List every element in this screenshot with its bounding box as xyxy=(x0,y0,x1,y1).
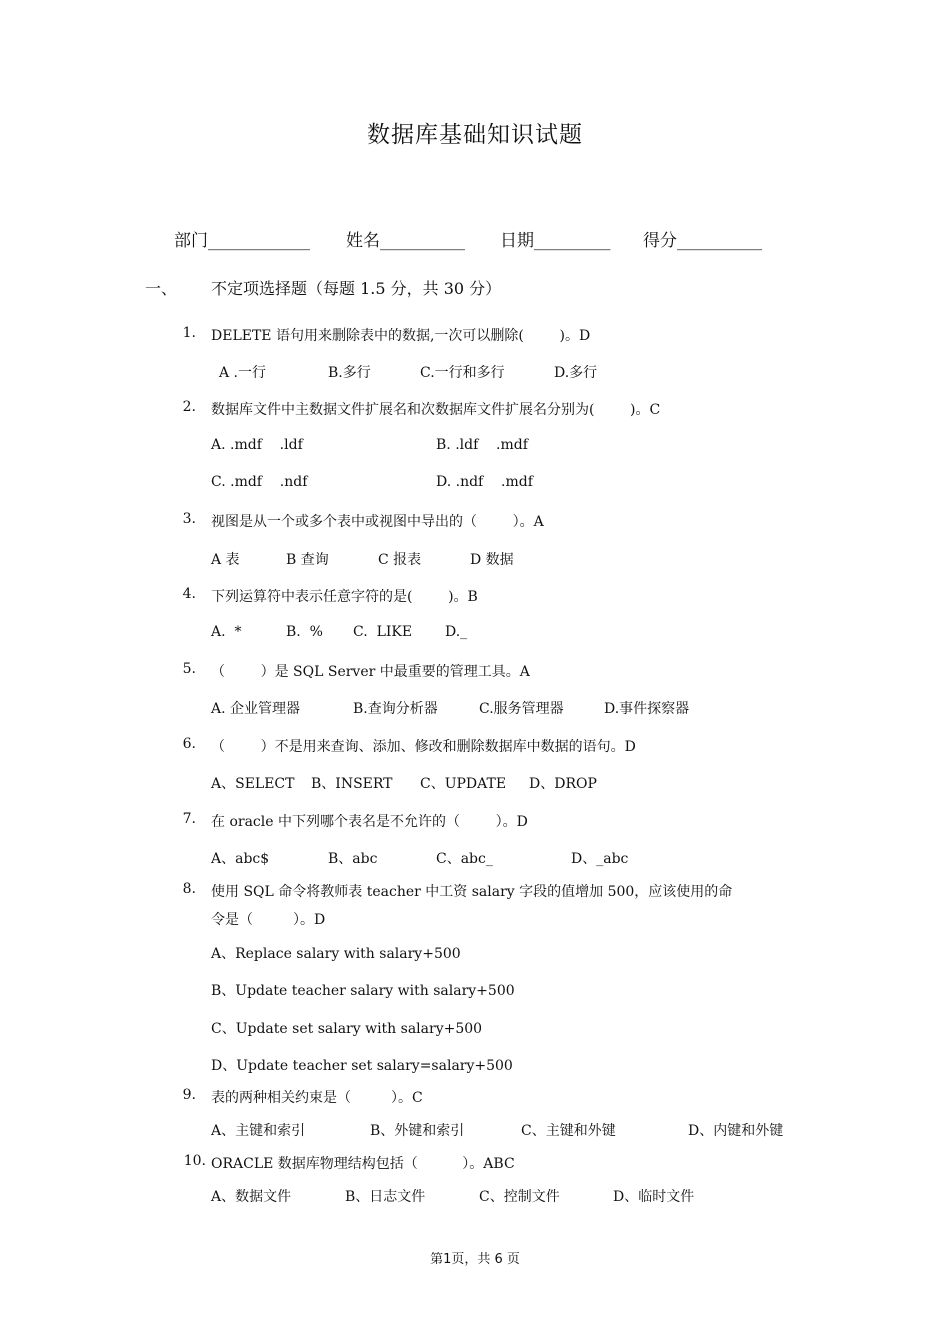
option-d: D、_abc xyxy=(571,851,629,867)
option-b: B、INSERT xyxy=(311,776,393,792)
question-text: （ ）是 SQL Server 中最重要的管理工具。A xyxy=(211,664,530,680)
option-a: A .一行 xyxy=(219,365,267,381)
question-number: 1. xyxy=(182,325,196,341)
section-number: 一、 xyxy=(145,279,178,298)
question-text: DELETE 语句用来删除表中的数据,一次可以删除( )。D xyxy=(211,328,591,344)
question-number: 10. xyxy=(183,1153,206,1169)
option-d: D 数据 xyxy=(470,552,514,568)
question-number: 5. xyxy=(182,661,196,677)
option-d: D、Update teacher set salary=salary+500 xyxy=(211,1058,513,1074)
option-c: C.服务管理器 xyxy=(479,701,564,717)
document-title: 数据库基础知识试题 xyxy=(367,122,583,148)
option-b: B、日志文件 xyxy=(345,1189,426,1205)
option-d: D. .ndf .mdf xyxy=(436,474,533,490)
question-number: 8. xyxy=(182,881,196,897)
page-footer: 第1页，共 6 页 xyxy=(430,1252,520,1267)
option-d: D._ xyxy=(445,624,468,640)
option-a: A、abc$ xyxy=(211,851,270,867)
option-c: C、UPDATE xyxy=(420,776,507,792)
option-b: B、外键和索引 xyxy=(370,1123,465,1139)
option-b: B. .ldf .mdf xyxy=(436,437,528,453)
option-a: A. 企业管理器 xyxy=(211,701,301,717)
option-c: C. .mdf .ndf xyxy=(211,474,308,490)
option-a: A、SELECT xyxy=(211,776,295,792)
question-number: 2. xyxy=(182,399,196,415)
question-number: 6. xyxy=(182,736,196,752)
question-text: 下列运算符中表示任意字符的是( )。B xyxy=(211,589,478,605)
option-c: C、abc_ xyxy=(436,851,493,867)
department-field: 部门____________ xyxy=(174,231,310,251)
option-b: B.多行 xyxy=(328,365,371,381)
question-text: 在 oracle 中下列哪个表名是不允许的（ ）。D xyxy=(211,814,528,830)
option-c: C、Update set salary with salary+500 xyxy=(211,1021,483,1037)
question-number: 9. xyxy=(182,1087,196,1103)
question-number: 3. xyxy=(182,511,196,527)
question-text: ORACLE 数据库物理结构包括（ ）。ABC xyxy=(211,1156,515,1172)
date-field: 日期_________ xyxy=(500,231,611,251)
option-c: C 报表 xyxy=(378,552,422,568)
score-field: 得分__________ xyxy=(643,231,762,251)
option-c: C. LIKE xyxy=(353,624,413,640)
option-a: A 表 xyxy=(211,552,240,568)
option-a: A、Replace salary with salary+500 xyxy=(211,946,461,962)
option-d: D.事件探察器 xyxy=(604,701,690,717)
option-c: C、主键和外键 xyxy=(521,1123,616,1139)
option-c: C、控制文件 xyxy=(479,1189,560,1205)
question-number: 4. xyxy=(182,586,196,602)
question-text: 表的两种相关约束是（ ）。C xyxy=(211,1090,423,1106)
option-b: B、abc xyxy=(328,851,378,867)
question-text-continued: 令是（ ）。D xyxy=(211,912,326,928)
option-a: A、数据文件 xyxy=(211,1189,292,1205)
question-text: （ ）不是用来查询、添加、修改和删除数据库中数据的语句。D xyxy=(211,739,636,755)
option-a: A. .mdf .ldf xyxy=(211,437,303,453)
question-text: 视图是从一个或多个表中或视图中导出的（ ）。A xyxy=(211,514,544,530)
question-number: 7. xyxy=(182,811,196,827)
section-heading: 不定项选择题（每题 1.5 分，共 30 分） xyxy=(211,279,502,298)
option-b: B、Update teacher salary with salary+500 xyxy=(211,983,515,999)
option-a: A、主键和索引 xyxy=(211,1123,306,1139)
option-b: B. % xyxy=(286,624,323,640)
option-a: A. * xyxy=(211,624,242,640)
option-c: C.一行和多行 xyxy=(420,365,505,381)
option-d: D.多行 xyxy=(554,365,598,381)
option-d: D、DROP xyxy=(529,776,597,792)
question-text: 使用 SQL 命令将教师表 teacher 中工资 salary 字段的值增加 500，应该使用的命 xyxy=(211,884,733,900)
name-field: 姓名__________ xyxy=(346,231,465,251)
question-text: 数据库文件中主数据文件扩展名和次数据库文件扩展名分别为( )。C xyxy=(211,402,661,418)
option-b: B.查询分析器 xyxy=(353,701,438,717)
option-d: D、内键和外键 xyxy=(688,1123,784,1139)
option-b: B 查询 xyxy=(286,552,329,568)
option-d: D、临时文件 xyxy=(613,1189,695,1205)
